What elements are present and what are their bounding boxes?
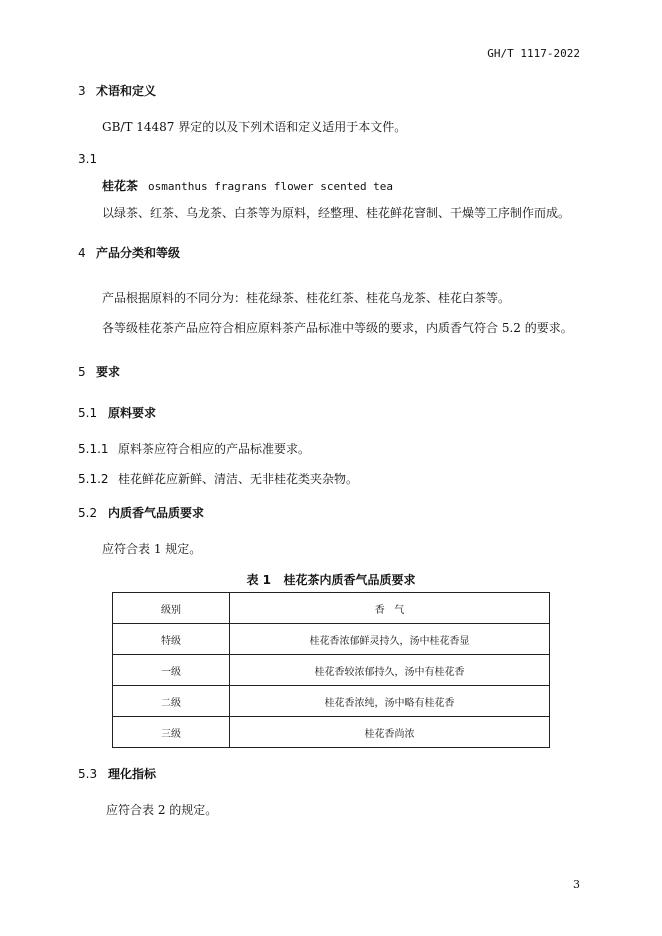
section-5-3-text: 应符合表 2 的规定。 xyxy=(106,803,218,817)
section-title: 内质香气品质要求 xyxy=(108,506,205,520)
standard-number: GH/T 1117-2022 xyxy=(487,47,580,60)
subsection-3-1-number: 3.1 xyxy=(78,152,98,166)
header-aroma: 香 气 xyxy=(230,593,550,624)
grade-cell: 二级 xyxy=(113,686,230,717)
section-4-paragraph-2: 各等级桂花茶产品应符合相应原料茶产品标准中等级的要求，内质香气符合 5.2 的要求。 xyxy=(102,321,573,335)
header-grade: 级别 xyxy=(113,593,230,624)
section-3-heading xyxy=(78,82,156,99)
term-entry xyxy=(102,175,393,194)
section-3-intro: GB/T 14487 界定的以及下列术语和定义适用于本文件。 xyxy=(102,120,407,134)
clause-5-1-2 xyxy=(78,468,358,487)
section-number: 5.1 xyxy=(78,406,98,420)
section-title: 产品分类和等级 xyxy=(96,246,181,260)
clause-text: 桂花鲜花应新鲜、清洁、无非桂花类夹杂物。 xyxy=(118,472,359,486)
section-5-3-heading xyxy=(78,765,156,782)
table-header-row xyxy=(113,593,550,624)
page-number: 3 xyxy=(573,878,580,891)
clause-number: 5.1.1 xyxy=(78,442,109,456)
section-number: 5.3 xyxy=(78,767,98,781)
clause-text: 原料茶应符合相应的产品标准要求。 xyxy=(118,442,311,456)
aroma-cell: 桂花香浓郁鲜灵持久，汤中桂花香显 xyxy=(230,624,550,655)
term-chinese: 桂花茶 xyxy=(102,179,139,193)
aroma-cell: 桂花香浓纯，汤中略有桂花香 xyxy=(230,686,550,717)
section-4-heading xyxy=(78,244,180,261)
section-5-heading xyxy=(78,363,120,380)
section-number: 3 xyxy=(78,84,86,98)
section-number: 5 xyxy=(78,365,86,379)
term-definition: 以绿茶、红茶、乌龙茶、白茶等为原料，经整理、桂花鲜花窨制、干燥等工序制作而成。 xyxy=(102,206,571,220)
section-title: 理化指标 xyxy=(108,767,157,781)
section-number: 5.2 xyxy=(78,506,98,520)
section-5-1-heading xyxy=(78,404,156,421)
table-row xyxy=(113,686,550,717)
table-row xyxy=(113,717,550,748)
section-title: 术语和定义 xyxy=(96,84,157,98)
section-number: 4 xyxy=(78,246,86,260)
term-english: osmanthus fragrans flower scented tea xyxy=(148,180,394,193)
grade-cell: 一级 xyxy=(113,655,230,686)
section-title: 原料要求 xyxy=(108,406,157,420)
section-4-paragraph-1: 产品根据原料的不同分为：桂花绿茶、桂花红茶、桂花乌龙茶、桂花白茶等。 xyxy=(102,291,511,305)
grade-cell: 特级 xyxy=(113,624,230,655)
clause-5-1-1 xyxy=(78,438,310,457)
section-title: 要求 xyxy=(96,365,121,379)
table-row xyxy=(113,624,550,655)
table-1-caption: 表 1 桂花茶内质香气品质要求 xyxy=(246,573,416,587)
clause-number: 5.1.2 xyxy=(78,472,109,486)
section-5-2-text: 应符合表 1 规定。 xyxy=(102,542,202,556)
table-row xyxy=(113,655,550,686)
section-5-2-heading xyxy=(78,504,204,521)
aroma-cell: 桂花香尚浓 xyxy=(230,717,550,748)
aroma-cell: 桂花香较浓郁持久，汤中有桂花香 xyxy=(230,655,550,686)
grade-cell: 三级 xyxy=(113,717,230,748)
table-1 xyxy=(112,592,550,748)
